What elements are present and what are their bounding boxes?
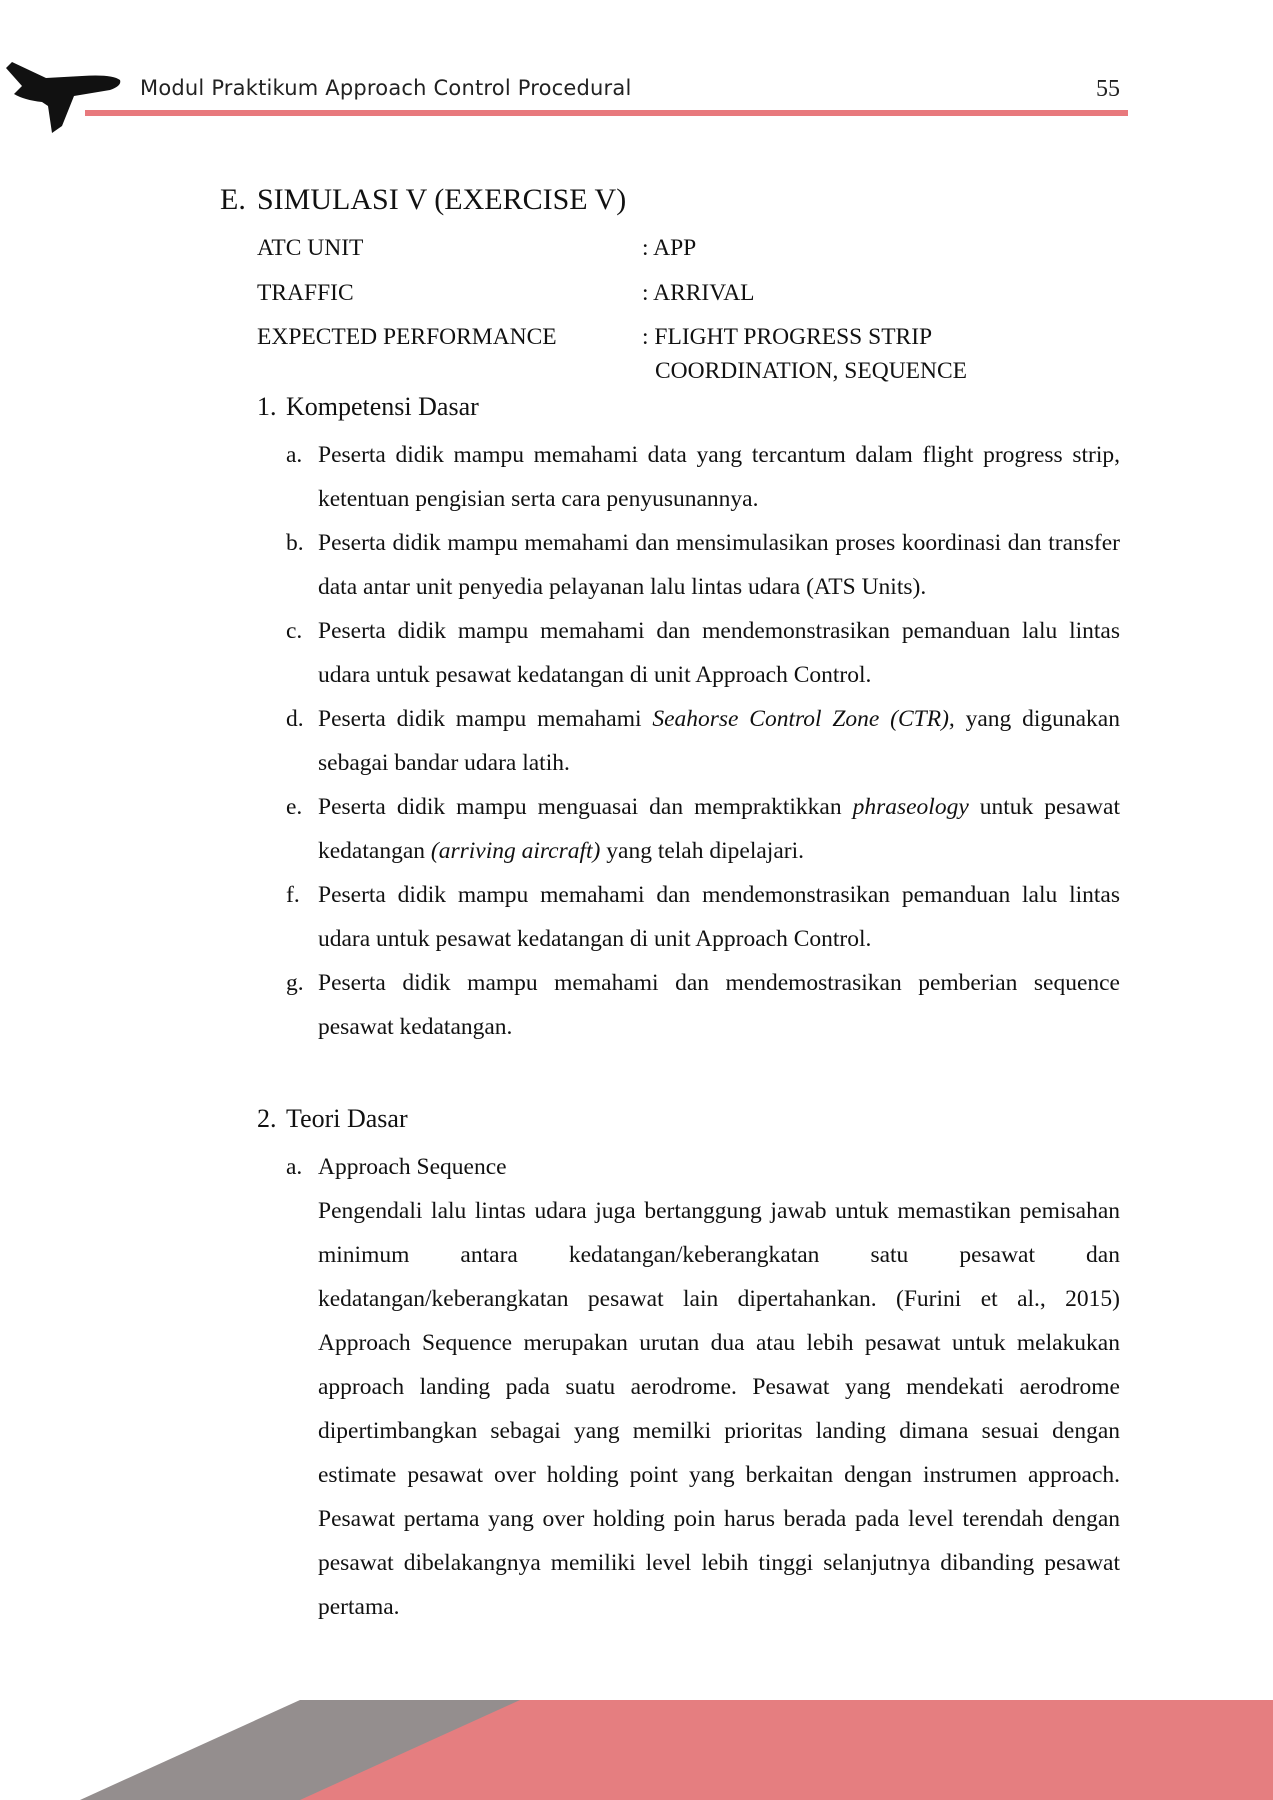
- performance-value-line2: COORDINATION, SEQUENCE: [655, 358, 968, 384]
- teori-paragraph: Pengendali lalu lintas udara juga bertanggung jawab untuk memastikan pemisahan minimum antara kedatangan/keberangkatan satu pesawat dan kedatangan/keberangkatan pesawat lain dipertahankan. (Furini et al., 2015) Approach Sequence merupakan urutan dua atau lebih pesawat untuk melakukan approach landing pada suatu aerodrome. Pesawat yang mendekati aerodrome dipertimbangkan sebagai yang memilki prioritas landing dimana sesuai dengan estimate pesawat over holding point yang berkaitan dengan instrumen approach. Pesawat pertama yang over holding poin harus berada pada level terendah dengan pesawat dibelakangnya memiliki level lebih tinggi selanjutnya dibanding pesawat pertama.: [318, 1198, 1120, 1620]
- teori-item-a: [286, 1145, 1120, 1189]
- list-item-d: [286, 697, 1120, 785]
- list-text-italic-2: (arriving aircraft): [430, 838, 601, 864]
- meta-row-traffic: [257, 280, 755, 307]
- list-text-italic: phraseology: [852, 794, 969, 820]
- list-item-c: [286, 609, 1120, 697]
- list-text-pre: Peserta didik mampu menguasai dan mempraktikkan: [318, 794, 853, 820]
- list-letter: a.: [286, 1154, 303, 1180]
- list-text: Peserta didik mampu memahami dan mendemostrasikan pemberian sequence pesawat kedatangan.: [318, 970, 1120, 1040]
- meta-row-atc-unit: [257, 235, 697, 262]
- footer-decoration: [0, 1700, 1273, 1800]
- list-item-e: [286, 785, 1120, 873]
- list-letter: g.: [286, 970, 304, 996]
- list-text-pre: Peserta didik mampu memahami: [318, 706, 653, 732]
- header-divider: [85, 110, 1128, 116]
- list-letter: c.: [286, 618, 303, 644]
- list-item-a: [286, 433, 1120, 521]
- page-number: 55: [1096, 76, 1120, 102]
- traffic-value: : ARRIVAL: [642, 280, 755, 306]
- teori-subtitle: Approach Sequence: [318, 1154, 507, 1180]
- teori-list: [286, 1145, 1120, 1189]
- kompetensi-list: [286, 433, 1120, 1049]
- list-item-f: [286, 873, 1120, 961]
- teori-heading: [257, 1104, 408, 1134]
- list-text: Peserta didik mampu memahami dan mendemonstrasikan pemanduan lalu lintas udara untuk pesawat kedatangan di unit Approach Control.: [318, 882, 1120, 952]
- list-text: Peserta didik mampu memahami dan mendemonstrasikan pemanduan lalu lintas udara untuk pesawat kedatangan di unit Approach Control.: [318, 618, 1120, 688]
- list-item-b: [286, 521, 1120, 609]
- list-text-italic: Seahorse Control Zone (CTR),: [652, 706, 955, 732]
- kompetensi-title: Kompetensi Dasar: [286, 392, 479, 421]
- section-letter: E.: [220, 183, 246, 216]
- list-item-g: [286, 961, 1120, 1049]
- atc-unit-value: : APP: [642, 235, 697, 261]
- kompetensi-heading: [257, 392, 479, 422]
- teori-title: Teori Dasar: [286, 1104, 408, 1133]
- list-text-post: yang telah dipelajari.: [600, 838, 804, 864]
- atc-unit-label: ATC UNIT: [257, 235, 364, 261]
- list-text: Peserta didik mampu memahami data yang tercantum dalam flight progress strip, ketentuan pengisian serta cara penyusunannya.: [318, 442, 1120, 512]
- list-text: Peserta didik mampu memahami dan mensimulasikan proses koordinasi dan transfer data antar unit penyedia pelayanan lalu lintas udara (ATS Units).: [318, 530, 1120, 600]
- traffic-label: TRAFFIC: [257, 280, 354, 306]
- list-letter: b.: [286, 530, 304, 556]
- list-text-mid: untuk pesawat kedatangan: [318, 794, 1120, 864]
- performance-value-line1: : FLIGHT PROGRESS STRIP: [642, 324, 933, 350]
- list-letter: f.: [286, 882, 300, 908]
- performance-label: EXPECTED PERFORMANCE: [257, 324, 557, 350]
- list-letter: e.: [286, 794, 303, 820]
- airplane-icon: [4, 56, 122, 136]
- meta-row-performance: [257, 324, 968, 384]
- list-letter: a.: [286, 442, 303, 468]
- header-title: Modul Praktikum Approach Control Procedural: [140, 76, 632, 100]
- section-title: [220, 183, 626, 217]
- list-text-post: yang digunakan sebagai bandar udara latih.: [318, 706, 1120, 776]
- section-title-text: SIMULASI V (EXERCISE V): [257, 183, 627, 216]
- kompetensi-number: 1.: [257, 392, 277, 421]
- list-letter: d.: [286, 706, 304, 732]
- teori-number: 2.: [257, 1104, 277, 1133]
